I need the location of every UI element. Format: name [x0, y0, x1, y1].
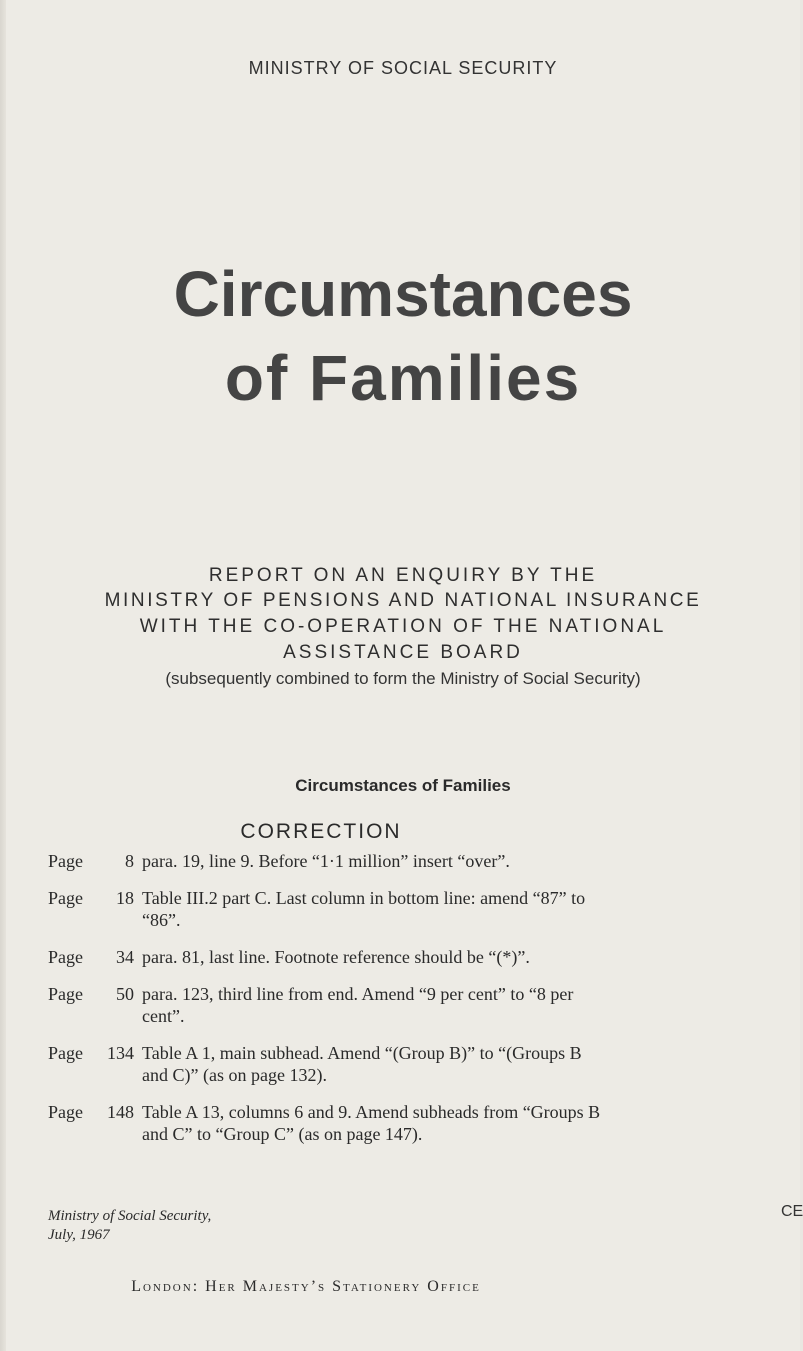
correction-text: Table A 13, columns 6 and 9. Amend subheads from “Groups B and C” to “Group C” (as on page 147).	[142, 1102, 601, 1144]
correction-text: para. 19, line 9. Before “1·1 million” insert “over”.	[142, 851, 510, 871]
page-label: Page	[48, 947, 83, 967]
page-label: Page	[48, 851, 83, 871]
correction-entry	[48, 1101, 608, 1145]
report-line-3: WITH THE CO-OPERATION OF THE NATIONAL	[139, 616, 667, 637]
correction-entry	[48, 887, 608, 931]
correction-text: para. 81, last line. Footnote reference should be “(*)”.	[142, 947, 530, 967]
edge-text-fragment: CE	[781, 1203, 803, 1220]
publisher-line: London: Her Majesty’s Stationery Office	[131, 1278, 481, 1295]
correction-text: Table III.2 part C. Last column in bottom line: amend “87” to “86”.	[142, 888, 586, 930]
signoff-ministry: Ministry of Social Security,	[48, 1208, 212, 1224]
report-line-4: ASSISTANCE BOARD	[283, 642, 523, 663]
correction-entry	[48, 983, 608, 1027]
page-label: Page	[48, 1043, 83, 1063]
report-line-1: REPORT ON AN ENQUIRY BY THE	[208, 565, 598, 586]
document-page	[6, 0, 803, 1351]
page-number: 8	[125, 851, 134, 871]
page-number: 50	[116, 984, 134, 1004]
page-label: Page	[48, 1102, 83, 1122]
signoff-date: July, 1967	[48, 1227, 110, 1243]
correction-entry	[48, 946, 608, 968]
correction-entry	[48, 850, 608, 872]
title-line-1: Circumstances	[173, 258, 633, 330]
correction-text: Table A 1, main subhead. Amend “(Group B)” to “(Groups B and C)” (as on page 132).	[142, 1043, 582, 1085]
page-number: 148	[107, 1102, 134, 1122]
report-line-2: MINISTRY OF PENSIONS AND NATIONAL INSURANCE	[104, 590, 702, 611]
correction-text: para. 123, third line from end. Amend “9 per cent” to “8 per cent”.	[142, 984, 574, 1026]
correction-slip-title: Circumstances of Families	[295, 776, 511, 795]
page-number: 34	[116, 947, 134, 967]
page-number: 18	[116, 888, 134, 908]
correction-heading: CORRECTION	[240, 820, 402, 843]
ministry-header: MINISTRY OF SOCIAL SECURITY	[248, 58, 558, 78]
report-subtitle: (subsequently combined to form the Ministry of Social Security)	[165, 669, 641, 688]
signoff	[48, 1207, 211, 1245]
correction-entry	[48, 1042, 608, 1086]
title-line-2: of Families	[224, 342, 582, 414]
page-number: 134	[107, 1043, 134, 1063]
page-label: Page	[48, 888, 83, 908]
correction-list	[48, 850, 608, 1160]
page-label: Page	[48, 984, 83, 1004]
